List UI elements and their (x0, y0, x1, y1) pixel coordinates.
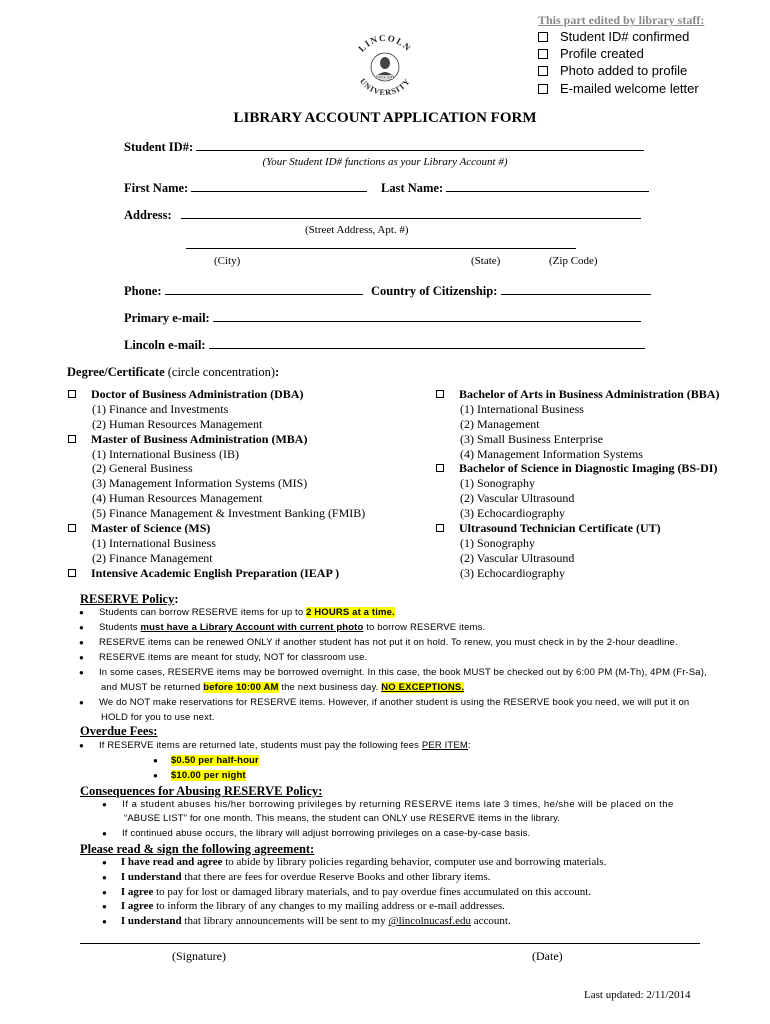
agreement-item (102, 915, 606, 930)
degree-label: Degree/Certificate (67, 365, 165, 379)
last-name-label: Last Name: (381, 181, 444, 195)
last-updated: Last updated: 2/11/2014 (584, 989, 691, 1001)
city-state-zip-input-line[interactable] (186, 248, 576, 249)
reserve-policy-list (79, 607, 707, 727)
reserve-b5-highlight: before 10:00 AM (203, 682, 279, 693)
reserve-b1-highlight: 2 HOURS at a time. (306, 607, 395, 618)
bullet-icon: ● (102, 902, 107, 912)
primary-email-input-line[interactable] (213, 311, 641, 322)
logo-top-text: LINCOLN (356, 32, 414, 54)
first-name-field[interactable] (124, 181, 367, 196)
list-item-continued (79, 682, 707, 697)
phone-input-line[interactable] (165, 284, 363, 295)
last-name-input-line[interactable] (446, 181, 649, 192)
fee-per-night: $10.00 per night (170, 770, 246, 781)
city-note: (City) (214, 255, 241, 267)
concentration-option[interactable]: (2) Finance Management (92, 550, 213, 565)
country-field[interactable] (371, 284, 651, 299)
student-id-input-line[interactable] (196, 140, 644, 151)
reserve-b5-highlight2: NO EXCEPTIONS. (381, 682, 465, 693)
reserve-heading-text: RESERVE Policy (80, 592, 175, 606)
bullet-icon: ● (102, 800, 108, 809)
email-domain-link[interactable]: @lincolnucasf.edu (388, 915, 472, 928)
checkbox[interactable] (538, 49, 548, 59)
agreement-bold: I understand (120, 915, 182, 928)
list-item (79, 622, 707, 637)
consequences-heading: Consequences for Abusing RESERVE Policy: (80, 784, 323, 798)
degree-option-mba[interactable] (68, 432, 365, 447)
country-input-line[interactable] (501, 284, 651, 295)
signature-line[interactable] (80, 943, 700, 944)
reserve-b2-text: Students (98, 622, 141, 633)
concentration-option[interactable]: (3) Echocardiography (460, 565, 565, 580)
street-input-line[interactable] (181, 208, 641, 219)
agreement-item (102, 856, 606, 871)
student-id-label: Student ID#: (124, 140, 194, 154)
agreement-text: to pay for lost or damaged library materials, and to pay overdue fines accumulated on this account. (153, 885, 592, 898)
reserve-b2-post: to borrow RESERVE items. (363, 622, 486, 633)
concentration-option[interactable]: (5) Finance Management & Investment Banking (FMIB) (92, 506, 366, 521)
bullet-icon: ● (102, 917, 107, 927)
reserve-b6-line1: We do NOT make reservations for RESERVE items. However, if another student is using the RESERVE book you need, we will put it on (98, 697, 690, 708)
agreement-bold: I agree (120, 885, 154, 898)
degree-name: Intensive Academic English Preparation (IEAP ) (91, 565, 340, 580)
degree-name: Master of Science (MS) (91, 521, 211, 536)
staff-checkbox-id-confirmed[interactable] (538, 29, 689, 44)
bullet-icon: ● (79, 668, 84, 677)
fee-half-hour: $0.50 per half-hour (170, 755, 259, 766)
bullet-icon: ● (79, 653, 84, 662)
country-label: Country of Citizenship: (371, 284, 498, 298)
concentration-option[interactable]: (1) Sonography (460, 535, 535, 550)
checkbox[interactable] (68, 435, 76, 443)
reserve-b1-text: Students can borrow RESERVE items for up to (98, 607, 307, 618)
agreement-text: to abide by library policies regarding behavior, computer use and borrowing materials. (222, 856, 607, 868)
agreement-list (102, 856, 606, 930)
bullet-icon: ● (102, 872, 107, 882)
zip-note: (Zip Code) (549, 255, 598, 267)
lincoln-email-label: Lincoln e-mail: (124, 338, 206, 352)
reserve-policy-heading (80, 592, 179, 607)
primary-email-label: Primary e-mail: (124, 311, 210, 325)
reserve-b3-text: RESERVE items can be renewed ONLY if another student has not put it on hold. To renew, you must check in by the 2-hour deadline. (98, 637, 678, 648)
checkbox[interactable] (538, 32, 548, 42)
staff-box-title: This part edited by library staff: (538, 13, 705, 27)
concentration-option[interactable]: (4) Human Resources Management (92, 491, 263, 506)
agreement-bold: I understand (120, 870, 182, 883)
degree-option-bba[interactable] (436, 387, 719, 402)
agreement-text: that library announcements will be sent to my (181, 915, 389, 928)
list-item (79, 697, 707, 712)
staff-checkbox-label: Profile created (560, 46, 644, 61)
state-note: (State) (471, 255, 501, 267)
list-item (102, 828, 530, 839)
lincoln-email-field[interactable] (124, 338, 645, 353)
bullet-icon: ● (79, 608, 84, 617)
degree-name: Bachelor of Science in Diagnostic Imaging (BS-DI) (459, 461, 718, 476)
concentration-option[interactable]: (3) Small Business Enterprise (460, 431, 603, 446)
checkbox[interactable] (68, 524, 76, 532)
concentration-option[interactable]: (1) Sonography (460, 476, 535, 491)
concentration-option[interactable]: (1) International Business (92, 535, 216, 550)
checkbox[interactable] (436, 464, 444, 472)
bullet-icon: ● (102, 829, 107, 838)
bullet-icon: ● (102, 887, 107, 897)
checkbox[interactable] (538, 84, 548, 94)
checkbox[interactable] (538, 66, 548, 76)
degree-note: (circle concentration) (167, 365, 275, 379)
degree-colon: : (274, 365, 280, 379)
bullet-icon: ● (153, 756, 158, 765)
degree-name: Bachelor of Arts in Business Administration (BBA) (459, 387, 720, 401)
checkbox[interactable] (436, 390, 444, 398)
lincoln-email-input-line[interactable] (209, 338, 645, 349)
svg-text:LINCOLN (356, 33, 413, 54)
bullet-icon: ● (79, 698, 84, 707)
concentration-option[interactable]: (3) Echocardiography (460, 506, 565, 521)
concentration-option[interactable]: (1) International Business (IB) (92, 446, 239, 461)
consequence-2: If continued abuse occurs, the library will adjust borrowing privileges on a case-by-case basis. (121, 828, 531, 839)
concentration-option[interactable]: (3) Management Information Systems (MIS) (92, 476, 308, 491)
list-item-continued (79, 712, 707, 727)
form-title: LIBRARY ACCOUNT APPLICATION FORM (233, 110, 537, 126)
staff-checkbox-label: E-mailed welcome letter (560, 81, 699, 96)
signature-label: (Signature) (172, 949, 226, 963)
list-item (79, 667, 707, 682)
checkbox[interactable] (68, 569, 76, 577)
checkbox[interactable] (436, 524, 444, 532)
staff-checkbox-photo-added[interactable] (538, 63, 687, 78)
reserve-b4-text: RESERVE items are meant for study, NOT for classroom use. (98, 652, 368, 663)
staff-checkbox-welcome-letter[interactable] (538, 81, 699, 96)
agreement-tail: account. (471, 915, 511, 928)
list-item (102, 799, 674, 810)
fee-item (153, 770, 246, 781)
agreement-text: to inform the library of any changes to my mailing address or e-mail addresses. (153, 900, 505, 913)
staff-checkbox-label: Student ID# confirmed (560, 29, 690, 44)
staff-checkbox-label: Photo added to profile (560, 63, 688, 78)
concentration-option[interactable]: (2) Vascular Ultrasound (460, 550, 575, 565)
logo-seal-text: SINCE 1919 (377, 76, 393, 79)
degree-heading (67, 365, 279, 380)
agreement-text: that there are fees for overdue Reserve Books and other library items. (181, 870, 491, 883)
bullet-icon: ● (79, 741, 84, 750)
university-seal-logo (345, 25, 425, 105)
bullet-icon: ● (79, 623, 84, 632)
concentration-option[interactable]: (2) Management (460, 416, 540, 431)
concentration-option[interactable]: (1) Finance and Investments (92, 401, 229, 416)
agreement-bold: I have read and agree (120, 856, 223, 868)
degree-option-ms[interactable] (68, 521, 365, 536)
logo-bottom-text: UNIVERSITY (357, 76, 413, 98)
phone-field[interactable] (124, 284, 363, 299)
degree-option-dba[interactable] (68, 387, 365, 402)
degree-option-bsdi[interactable] (436, 461, 719, 476)
overdue-fees-heading: Overdue Fees: (80, 724, 158, 738)
reserve-b5-line1: In some cases, RESERVE items may be borrowed overnight. In this case, the book MUST be checked out by 6:00 PM (M-Th), 4PM (Fr-Sa), (98, 667, 707, 678)
concentration-option[interactable]: (2) Human Resources Management (92, 416, 263, 431)
bullet-icon: ● (79, 638, 84, 647)
agreement-item (102, 900, 606, 915)
reserve-b2-bold: must have a Library Account with current photo (140, 622, 364, 633)
list-item (79, 637, 707, 652)
concentration-option[interactable]: (4) Management Information Systems (460, 446, 643, 461)
student-id-note: (Your Student ID# functions as your Library Account #) (262, 156, 508, 168)
overdue-per-item: PER ITEM (421, 740, 468, 751)
list-item (79, 652, 707, 667)
agreement-item (102, 871, 606, 886)
list-item-continued: “ABUSE LIST” for one month. This means, the student can ONLY use RESERVE items in the library. (124, 813, 561, 824)
consequence-1-line1: If a student abuses his/her borrowing privileges by returning RESERVE items late 3 times, he/she will be placed on the (122, 799, 674, 810)
fee-item (153, 755, 259, 766)
svg-text:UNIVERSITY (358, 77, 412, 97)
degree-option-ieap[interactable] (68, 566, 365, 581)
staff-checkbox-profile-created[interactable] (538, 46, 644, 61)
agreement-heading: Please read & sign the following agreement: (80, 842, 315, 856)
first-name-input-line[interactable] (191, 181, 367, 192)
first-name-label: First Name: (124, 181, 189, 195)
street-note: (Street Address, Apt. #) (305, 224, 409, 236)
primary-email-field[interactable] (124, 311, 641, 326)
bullet-icon: ● (153, 771, 158, 780)
concentration-option[interactable]: (2) General Business (92, 461, 193, 476)
checkbox[interactable] (68, 390, 76, 398)
list-item (79, 740, 471, 751)
degree-name: Ultrasound Technician Certificate (UT) (459, 521, 661, 536)
reserve-b5-line2: and MUST be returned (101, 682, 204, 693)
degree-list-right (436, 387, 719, 581)
concentration-option[interactable]: (2) Vascular Ultrasound (460, 491, 575, 506)
agreement-bold: I agree (120, 900, 154, 913)
degree-option-ut[interactable] (436, 521, 719, 536)
degree-name: Doctor of Business Administration (DBA) (91, 387, 304, 401)
list-item (79, 607, 707, 622)
degree-name: Master of Business Administration (MBA) (91, 431, 308, 446)
concentration-option[interactable]: (1) International Business (460, 401, 584, 416)
date-label: (Date) (532, 949, 563, 963)
reserve-heading-colon: : (174, 592, 179, 606)
degree-list-left (68, 387, 365, 581)
agreement-item (102, 886, 606, 901)
last-name-field[interactable] (381, 181, 649, 196)
bullet-icon: ● (102, 858, 107, 867)
student-id-field[interactable] (124, 140, 644, 155)
reserve-b5-mid: the next business day. (278, 682, 382, 693)
address-field[interactable] (124, 208, 641, 223)
overdue-line: If RESERVE items are returned late, students must pay the following fees (98, 740, 422, 751)
phone-label: Phone: (124, 284, 162, 298)
address-label: Address: (124, 208, 172, 222)
overdue-colon: : (467, 740, 471, 751)
reserve-b6-line2: HOLD for you to use next. (101, 712, 215, 723)
